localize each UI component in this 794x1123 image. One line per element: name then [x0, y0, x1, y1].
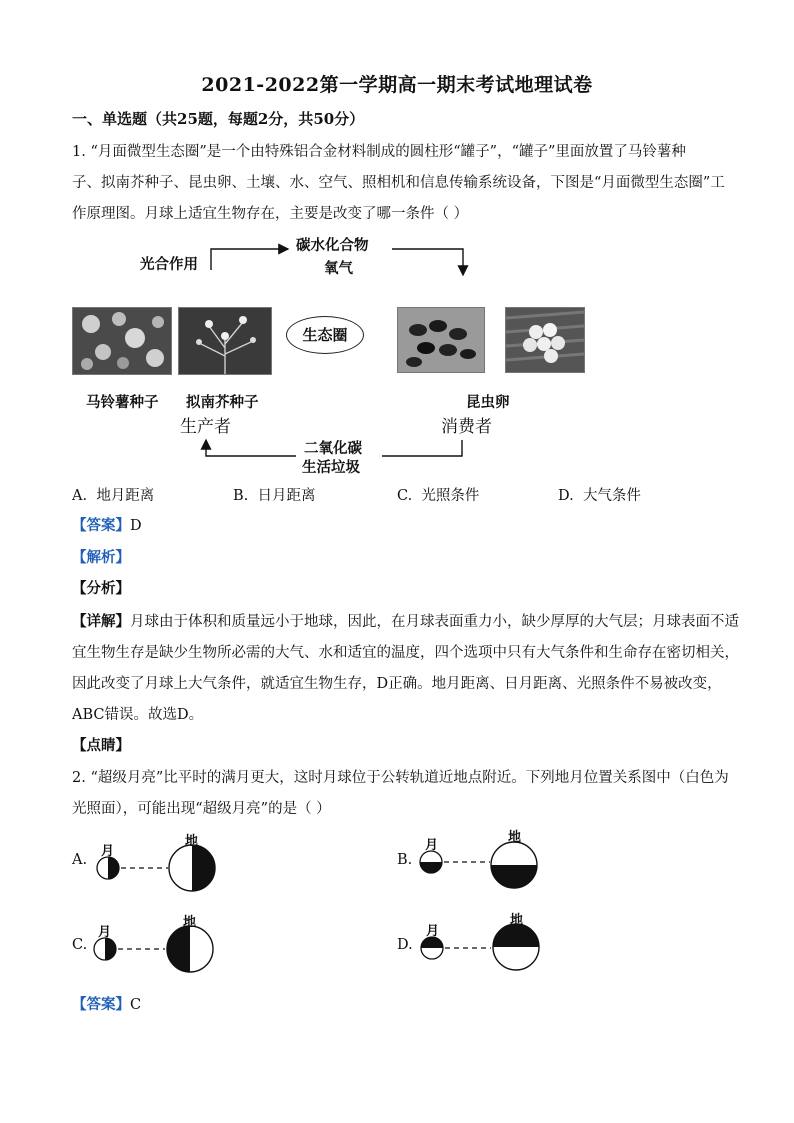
- answer-tag: 【答案】: [72, 996, 130, 1013]
- q1-analysis-tag: 【解析】: [72, 549, 130, 566]
- photosynthesis-label: 光合作用: [140, 256, 198, 273]
- option-c-earth-label: 地: [183, 915, 197, 930]
- q1-detail-line-3: 因此改变了月球上大气条件，就适宜生物生存，D正确。地月距离、日月距离、光照条件不易被改变，: [72, 676, 722, 692]
- option-b-earth-label: 地: [508, 830, 522, 845]
- q1-stem-line-1: 1. “月面微型生态圈”是一个由特殊铝合金材料制成的圆柱形“罐子”，“罐子”里面放置了马铃薯种: [72, 144, 686, 160]
- option-c-moon-label: 月: [98, 925, 112, 940]
- option-b-moon-label: 月: [425, 838, 439, 853]
- carbohydrate-label: 碳水化合物: [296, 237, 369, 254]
- producer-label: 生产者: [180, 417, 231, 437]
- q1-option-b: B. 日月距离: [233, 488, 316, 504]
- q1-option-d: D. 大气条件: [558, 488, 641, 504]
- q1-detail-line-1: 【详解】月球由于体积和质量远小于地球，因此，在月球表面重力小，缺少厚厚的大气层；月球表面不适: [72, 613, 739, 630]
- insect-egg-label: 昆虫卵: [466, 394, 510, 411]
- consumer-label: 消费者: [441, 417, 492, 437]
- q2-stem-line-2: 光照面），可能出现“超级月亮”的是（ ）: [72, 801, 331, 817]
- q1-comment-tag: 【点睛】: [72, 737, 130, 754]
- oxygen-label: 氧气: [324, 260, 353, 277]
- option-d-moon-label: 月: [426, 924, 440, 939]
- page-title: 2021-2022第一学期高一期末考试地理试卷: [201, 74, 593, 96]
- ecosphere-oval: 生态圈: [286, 316, 364, 354]
- section-title: 一、单选题（共25题，每题2分，共50分）: [72, 110, 365, 128]
- co2-label: 二氧化碳: [304, 440, 362, 457]
- option-a-diagram: [97, 845, 215, 891]
- q1-answer: 【答案】D: [72, 517, 142, 534]
- option-d-earth-label: 地: [510, 913, 524, 928]
- option-a-moon-label: 月: [101, 844, 115, 859]
- arabidopsis-seed-label: 拟南芥种子: [186, 394, 259, 411]
- answer-tag: 【答案】: [72, 517, 130, 534]
- option-c-diagram: [94, 926, 213, 972]
- q2-option-b-key: B.: [397, 852, 413, 868]
- option-a-earth-label: 地: [185, 834, 199, 849]
- q2-stem-line-1: 2. “超级月亮”比平时的满月更大，这时月球位于公转轨道近地点附近。下列地月位置关系图中（白色为: [72, 770, 729, 786]
- q2-option-a-key: A.: [72, 852, 88, 868]
- q1-fenxi-tag: 【分析】: [72, 580, 130, 597]
- waste-label: 生活垃圾: [302, 459, 360, 476]
- q2-option-d-key: D.: [397, 937, 413, 953]
- q2-answer: 【答案】C: [72, 996, 142, 1013]
- q1-detail-line-4: ABC错误。故选D。: [72, 707, 204, 723]
- q1-option-c: C. 光照条件: [397, 488, 480, 504]
- q1-stem-line-2: 子、拟南芥种子、昆虫卵、土壤、水、空气、照相机和信息传输系统设备，下图是“月面微型生态圈”工: [72, 175, 725, 191]
- potato-seed-label: 马铃薯种子: [86, 394, 159, 411]
- q2-option-c-key: C.: [72, 937, 88, 953]
- q1-detail-line-2: 宜生物生存是缺少生物所必需的大气、水和适宜的温度，四个选项中只有大气条件和生命存在密切相关，: [72, 645, 739, 661]
- q1-stem-line-3: 作原理图。月球上适宜生物存在，主要是改变了哪一条件（ ）: [72, 206, 469, 222]
- q1-option-a: A. 地月距离: [72, 488, 155, 504]
